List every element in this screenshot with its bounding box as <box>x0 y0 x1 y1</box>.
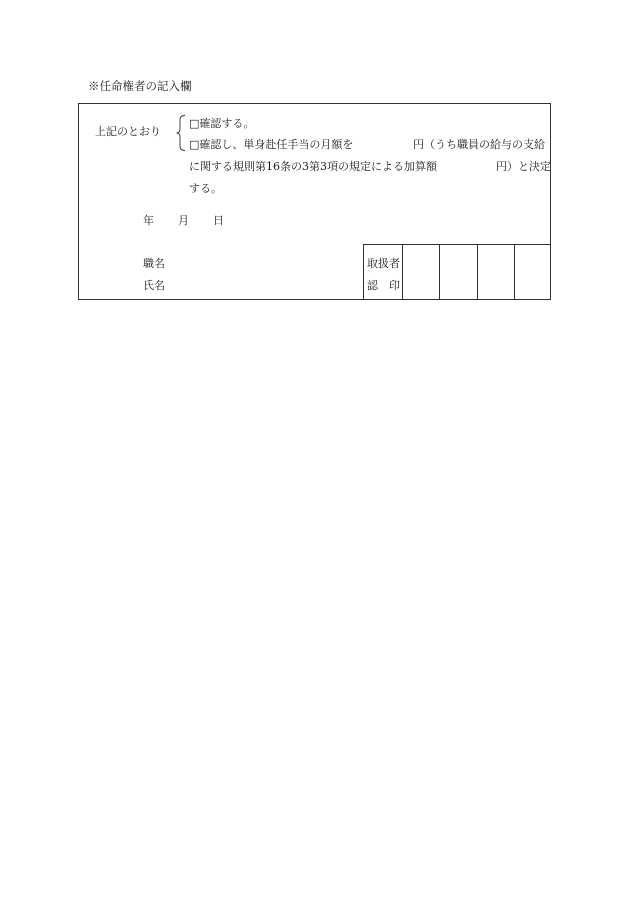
handler-label: 取扱者 <box>367 257 400 270</box>
section-title: ※任命権者の記入欄 <box>88 79 192 93</box>
position-label: 職名 <box>143 257 165 270</box>
stamp-cell[interactable] <box>515 245 551 300</box>
date-year-label: 年 <box>143 214 154 227</box>
confirmation-lead: 上記のとおり <box>95 125 161 138</box>
option-confirm-end-text: する。 <box>189 182 222 195</box>
date-month-label: 月 <box>178 214 189 227</box>
handler-label-cell <box>364 245 403 300</box>
option-confirm: □確認する。 <box>189 117 255 130</box>
stamp-cell[interactable] <box>440 245 477 300</box>
option-confirm-rule-text: に関する規則第16条の3第3項の規定による加算額 <box>189 160 437 173</box>
date-day-label: 日 <box>213 214 224 227</box>
approval-label-right: 印 <box>389 279 400 292</box>
approval-label-left: 認 <box>367 279 378 292</box>
brace-icon <box>176 115 186 151</box>
option-confirm-amount-text: □確認し、単身赴任手当の月額を <box>189 138 354 151</box>
name-label: 氏名 <box>143 279 165 292</box>
option-confirm-decision-text: 円）と決定 <box>496 160 551 173</box>
handler-stamp-grid <box>363 244 551 300</box>
stamp-cell[interactable] <box>478 245 515 300</box>
stamp-cell[interactable] <box>403 245 440 300</box>
option-confirm-amount-text-cont: 円（うち職員の給与の支給 <box>413 138 545 151</box>
